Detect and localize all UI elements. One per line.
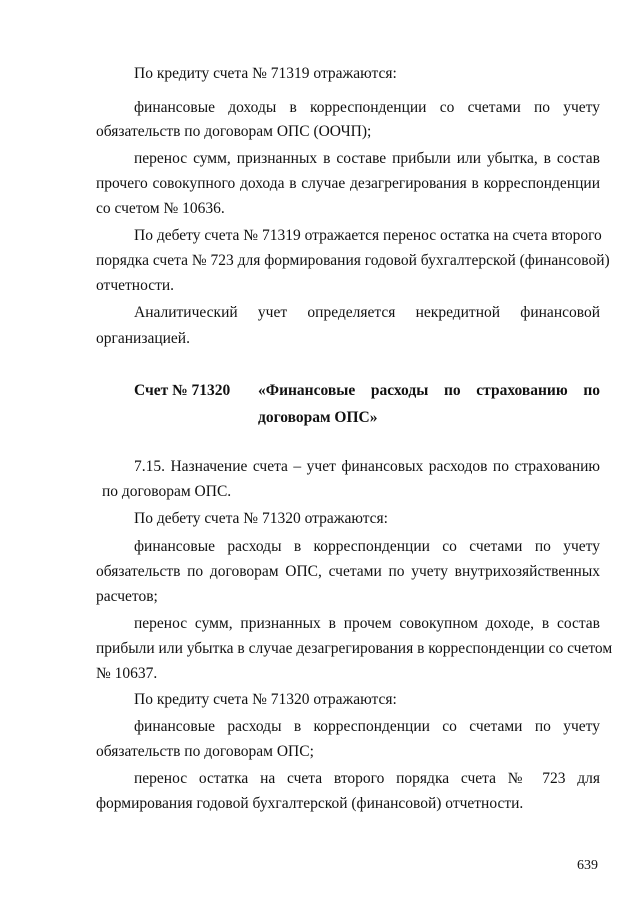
text-line: обязательств по договорам ОПС, счетами по учету внутрихозяйственных [96, 563, 600, 580]
section-heading-title-cont: договорам ОПС» [258, 409, 378, 426]
text-line: расчетов; [96, 588, 158, 605]
text-line: со счетом № 10636. [96, 200, 225, 217]
text-line: отчетности. [96, 277, 175, 294]
text-line: № 10637. [96, 665, 158, 682]
text-line: по договорам ОПС. [102, 483, 232, 500]
section-heading-title: «Финансовые расходы по страхованию по [258, 382, 600, 399]
text-line: По кредиту счета № 71320 отражаются: [134, 691, 397, 708]
text-line: финансовые расходы в корреспонденции со счетами по учету [134, 718, 600, 735]
text-line: обязательств по договорам ОПС; [96, 743, 314, 760]
text-line: Аналитический учет определяется некредитной финансовой [134, 304, 600, 321]
text-line: прочего совокупного дохода в случае дезагрегирования в корреспонденции [96, 175, 600, 192]
text-line: организацией. [96, 330, 190, 347]
text-line: По дебету счета № 71320 отражаются: [134, 510, 388, 527]
section-heading-account: Счет № 71320 [134, 382, 231, 399]
text-line: По кредиту счета № 71319 отражаются: [134, 65, 397, 82]
page-number: 639 [577, 858, 598, 873]
text-line: перенос сумм, признанных в составе прибыли или убытка, в состав [134, 150, 600, 167]
text-line: перенос остатка на счета второго порядка счета № 723 для [134, 770, 600, 787]
text-line: 7.15. Назначение счета – учет финансовых расходов по страхованию [134, 458, 600, 475]
text-line: прибыли или убытка в случае дезагрегирования в корреспонденции со счетом [96, 640, 613, 657]
text-line: По дебету счета № 71319 отражается перенос остатка на счета второго [134, 227, 602, 244]
text-line: перенос сумм, признанных в прочем совокупном доходе, в состав [134, 615, 600, 632]
text-line: обязательств по договорам ОПС (ООЧП); [96, 123, 372, 140]
text-line: финансовые расходы в корреспонденции со счетами по учету [134, 538, 600, 555]
text-line: формирования годовой бухгалтерской (финансовой) отчетности. [96, 795, 524, 812]
text-line: финансовые доходы в корреспонденции со счетами по учету [134, 99, 600, 116]
text-line: порядка счета № 723 для формирования годовой бухгалтерской (финансовой) [96, 252, 610, 269]
